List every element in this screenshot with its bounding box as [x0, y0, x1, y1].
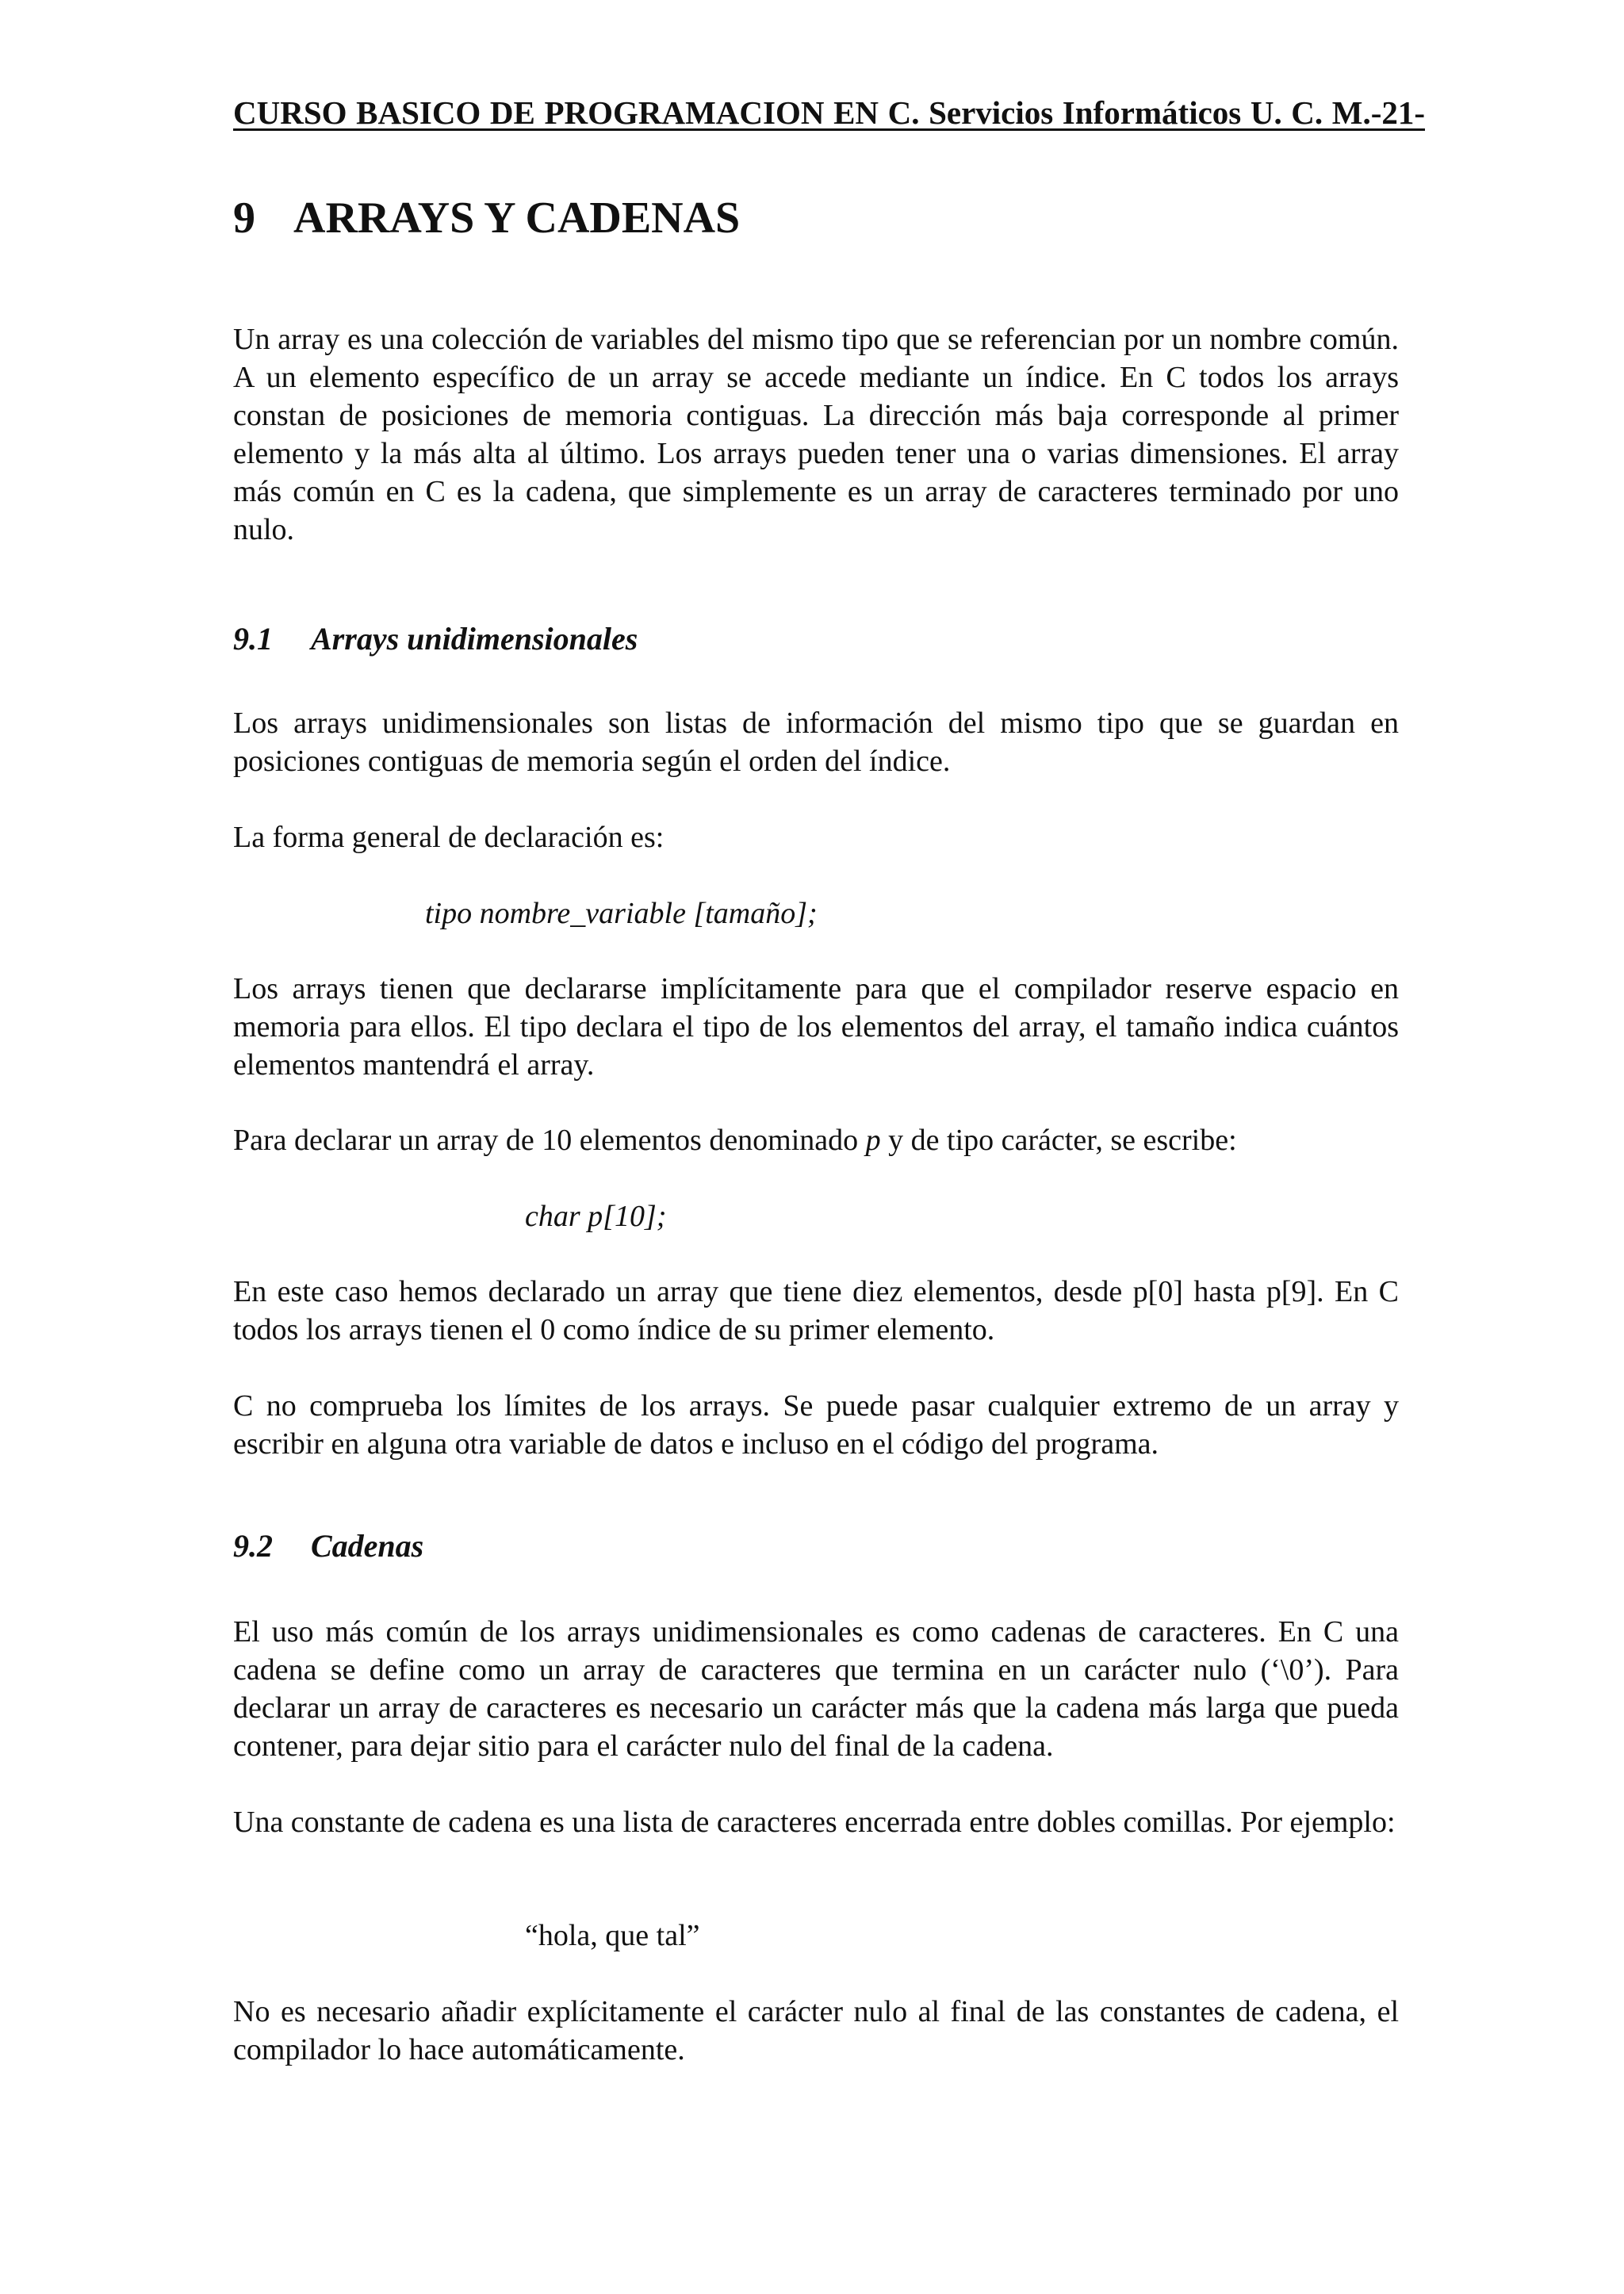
section1-paragraph-5: En este caso hemos declarado un array que tiene diez elementos, desde p[0] hasta p[9]. En C todos los arrays tienen el 0 como índice de su primer elemento.	[233, 1275, 1399, 1346]
section1-paragraph-2: La forma general de declaración es:	[233, 821, 665, 854]
running-header: CURSO BASICO DE PROGRAMACION EN C. Servicios Informáticos U. C. M.-21-	[233, 94, 1425, 131]
section1-paragraph-4	[233, 1121, 1399, 1159]
variable-name: p	[865, 1124, 881, 1157]
section-number: 9.1	[233, 621, 273, 657]
chapter-number: 9	[233, 193, 255, 243]
section-heading-9-2	[233, 1527, 423, 1565]
section1-paragraph-6: C no comprueba los límites de los arrays. Se puede pasar cualquier extremo de un array y escribir en alguna otra variable de datos e incluso en el código del programa.	[233, 1389, 1399, 1461]
section1-paragraph-1: Los arrays unidimensionales son listas de información del mismo tipo que se guardan en posiciones contiguas de memoria según el orden del índice.	[233, 707, 1399, 778]
section-title: Cadenas	[311, 1528, 424, 1564]
section2-paragraph-3: No es necesario añadir explícitamente el carácter nulo al final de las constantes de cadena, el compilador lo hace automáticamente.	[233, 1995, 1399, 2066]
intro-paragraph: Un array es una colección de variables del mismo tipo que se referencian por un nombre común. A un elemento específico de un array se accede mediante un índice. En C todos los arrays constan de posiciones de memoria contiguas. La dirección más baja corresponde al primer elemento y la más alta al último. Los arrays pueden tener una o varias dimensiones. El array más común en C es la cadena, que simplemente es un array de caracteres terminado por uno nulo.	[233, 323, 1399, 546]
section1-paragraph-3: Los arrays tienen que declararse implícitamente para que el compilador reserve espacio en memoria para ellos. El tipo declara el tipo de los elementos del array, el tamaño indica cuántos elementos mantendrá el array.	[233, 972, 1399, 1082]
declaration-syntax: tipo nombre_variable [tamaño];	[425, 897, 818, 930]
section-number: 9.2	[233, 1528, 273, 1564]
section2-paragraph-2: Una constante de cadena es una lista de caracteres encerrada entre dobles comillas. Por ejemplo:	[233, 1806, 1396, 1839]
code-example: char p[10];	[525, 1200, 667, 1233]
p4-text-before: Para declarar un array de 10 elementos denominado	[233, 1124, 866, 1157]
string-example: “hola, que tal”	[525, 1919, 700, 1952]
chapter-title: ARRAYS Y CADENAS	[293, 193, 741, 243]
chapter-heading	[233, 192, 740, 245]
section2-paragraph-1: El uso más común de los arrays unidimensionales es como cadenas de caracteres. En C una cadena se define como un array de caracteres que termina en un carácter nulo (‘\0’). Para declarar un array de caracteres es necesario un carácter más que la cadena más larga que pueda contener, para dejar sitio para el carácter nulo del final de la cadena.	[233, 1615, 1399, 1763]
p4-text-after: y de tipo carácter, se escribe:	[880, 1124, 1237, 1157]
section-heading-9-1	[233, 620, 638, 658]
section-title: Arrays unidimensionales	[311, 621, 638, 657]
